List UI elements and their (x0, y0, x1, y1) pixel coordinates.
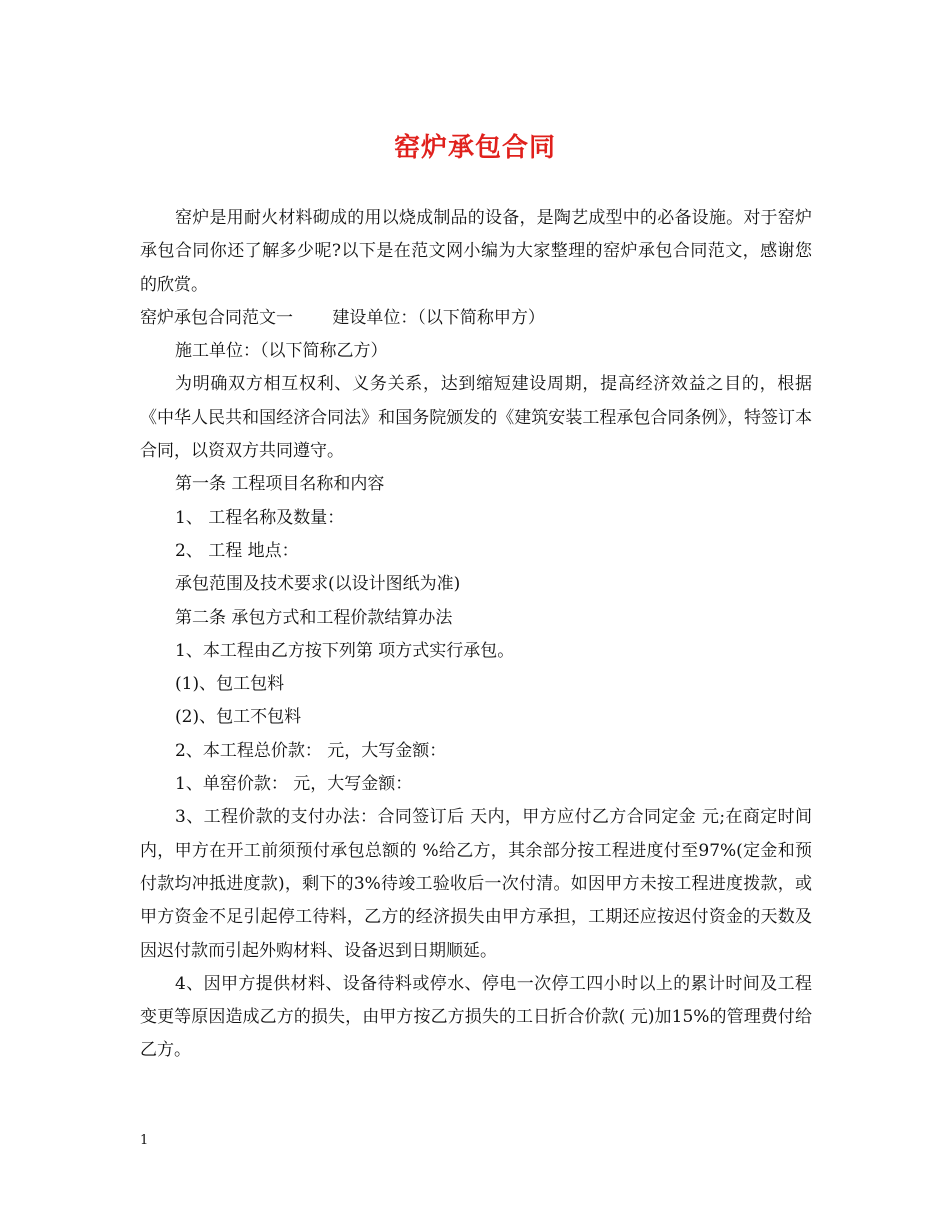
paragraph: 为明确双方相互权利、义务关系，达到缩短建设周期，提高经济效益之目的，根据《中华人民共和国经济合同法》和国务院颁发的《建筑安装工程承包合同条例》，特签订本合同，以资双方共同遵守。 (140, 374, 812, 462)
paragraph: 3、工程价款的支付办法：合同签订后 天内，甲方应付乙方合同定金 元;在商定时间内，甲方在开工前须预付承包总额的 %给乙方，其余部分按工程进度付至97%(定金和预付款均冲抵进度款)，剩下的3%待竣工验收后一次付清。如因甲方未按工程进度拨款，或甲方资金不足引起停工待料，乙方的经济损失由甲方承担，工期还应按迟付资金的天数及因迟付款而引起外购材料、设备迟到日期顺延。 (140, 807, 812, 961)
paragraph: 4、因甲方提供材料、设备待料或停水、停电一次停工四小时以上的累计时间及工程变更等原因造成乙方的损失，由甲方按乙方损失的工日折合价款( 元)加15%的管理费付给乙方。 (140, 973, 812, 1061)
paragraph: 窑炉是用耐火材料砌成的用以烧成制品的设备，是陶艺成型中的必备设施。对于窑炉承包合同你还了解多少呢?以下是在范文网小编为大家整理的窑炉承包合同范文，感谢您的欣赏。 (140, 208, 812, 295)
paragraph: (1)、包工包料 (175, 674, 285, 695)
paragraph: 1、 工程名称及数量： (175, 507, 345, 528)
paragraph: 窑炉承包合同范文一 建设单位：（以下简称甲方） (140, 307, 545, 328)
paragraph: 1、本工程由乙方按下列第 项方式实行承包。 (175, 640, 515, 661)
paragraph: 第一条 工程项目名称和内容 (175, 474, 385, 495)
paragraph: 施工单位：（以下简称乙方） (175, 341, 388, 362)
paragraph: (2)、包工不包料 (175, 707, 302, 728)
paragraph: 1、单窑价款： 元，大写金额： (175, 774, 413, 795)
document-title: 窑炉承包合同 (393, 133, 556, 163)
paragraph: 2、 工程 地点： (175, 540, 299, 561)
paragraph: 2、本工程总价款： 元，大写金额： (175, 740, 447, 761)
page-number: 1 (140, 1133, 149, 1148)
paragraph: 第二条 承包方式和工程价款结算办法 (175, 607, 453, 628)
document-body (140, 202, 812, 1068)
paragraph: 承包范围及技术要求(以设计图纸为准) (175, 574, 461, 595)
